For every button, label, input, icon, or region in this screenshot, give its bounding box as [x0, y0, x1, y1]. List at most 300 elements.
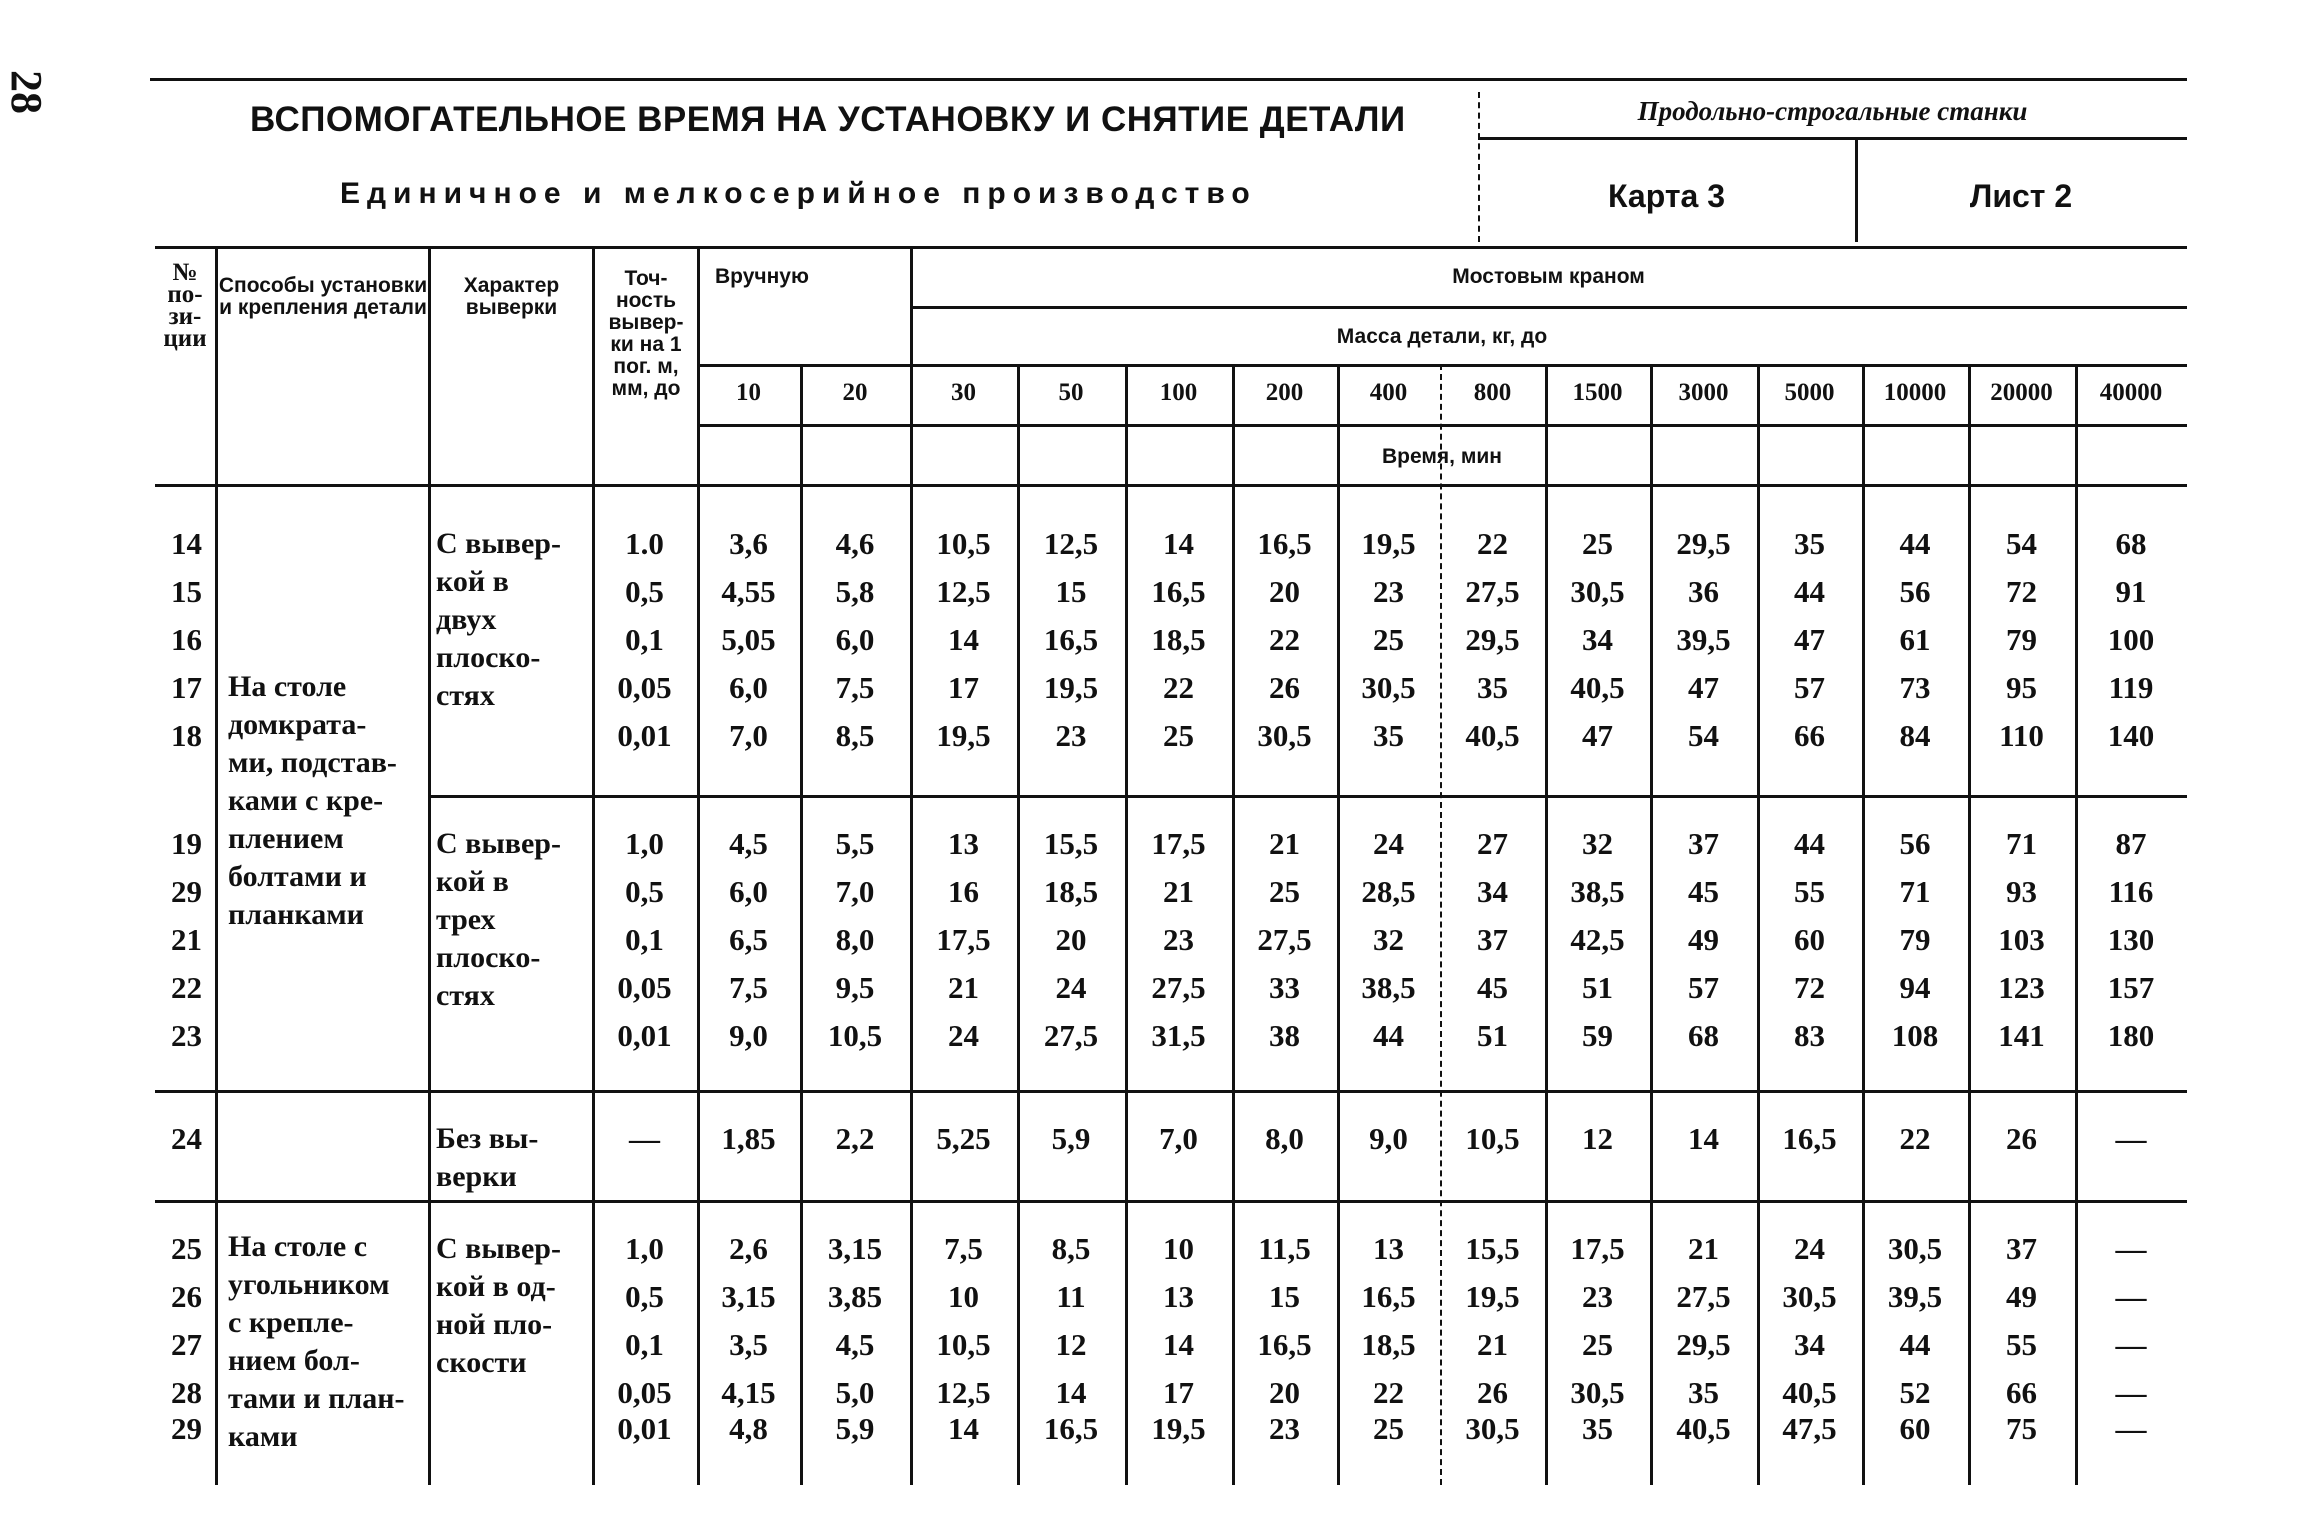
method-label: На столе с угольником с крепле- нием бол- тами и план- ками	[228, 1230, 405, 1453]
time-value: 7,0	[729, 718, 768, 753]
time-value: 30,5	[1887, 1231, 1943, 1266]
header-position: № по- зи- ции	[163, 259, 207, 352]
time-value: 4,6	[835, 526, 875, 561]
time-value: 17,5	[1151, 826, 1206, 861]
group-separator	[428, 795, 2187, 798]
accuracy-value: 0,1	[625, 922, 664, 957]
time-value: 100	[2107, 622, 2155, 657]
mass-value-10000: 10000	[1883, 379, 1947, 406]
time-value: 16,5	[1782, 1121, 1837, 1156]
alignment-type: С вывер- кой в двух плоско- стях	[436, 527, 561, 712]
time-value: 10,5	[1465, 1121, 1520, 1156]
time-value: 52	[1899, 1375, 1931, 1410]
accuracy-value: 0,01	[617, 718, 672, 753]
time-value: 30,5	[1570, 574, 1625, 609]
time-value: 93	[2006, 874, 2037, 909]
accuracy-value: 1.0	[625, 526, 664, 561]
time-value: 12	[1582, 1121, 1613, 1156]
header-alignment: Характер выверки	[463, 274, 560, 319]
time-value: 7,0	[1159, 1121, 1198, 1156]
time-value: 60	[1794, 922, 1825, 957]
time-value: 12	[1055, 1327, 1087, 1362]
time-value: 45	[1477, 970, 1508, 1005]
time-value: 21	[1269, 826, 1300, 861]
time-value: 72	[1794, 970, 1825, 1005]
time-value: 34	[1794, 1327, 1825, 1362]
time-value: 68	[1688, 1018, 1719, 1053]
time-value: 130	[2107, 922, 2155, 957]
accuracy-value: 1,0	[625, 826, 664, 861]
time-value: 27,5	[1676, 1279, 1731, 1314]
time-value: 37	[1477, 922, 1508, 957]
mass-value-100: 100	[1159, 379, 1198, 406]
time-value: 15	[1269, 1279, 1300, 1314]
time-value: 27,5	[1465, 574, 1520, 609]
time-value: 71	[1899, 874, 1931, 909]
time-value: 5,8	[835, 574, 875, 609]
time-value: 61	[1899, 622, 1931, 657]
time-value: 5,9	[1051, 1121, 1091, 1156]
page-number: 28	[2, 70, 51, 114]
time-value: 3,15	[721, 1279, 776, 1314]
table-top-rule	[155, 246, 2187, 249]
time-value: 4,55	[721, 574, 776, 609]
time-value: 8,0	[1265, 1121, 1304, 1156]
time-value: 71	[2006, 826, 2037, 861]
time-value: 66	[2006, 1375, 2037, 1410]
header-method: Способы установки и крепления детали	[218, 274, 428, 319]
time-value: 5,25	[936, 1121, 991, 1156]
time-value: 36	[1688, 574, 1719, 609]
mass-value-1500: 1500	[1572, 379, 1623, 406]
time-value: 44	[1373, 1018, 1404, 1053]
time-value: 51	[1477, 1018, 1508, 1053]
position-number: 22	[171, 970, 202, 1005]
time-value: 5,9	[835, 1411, 875, 1446]
position-number: 27	[171, 1327, 202, 1362]
time-value: 17,5	[1570, 1231, 1625, 1266]
mass-value-400: 400	[1369, 379, 1408, 406]
position-number: 26	[171, 1279, 202, 1314]
time-value: 38,5	[1570, 874, 1625, 909]
accuracy-value: 0,5	[625, 874, 664, 909]
alignment-type: С вывер- кой в од- ной пло- скости	[436, 1232, 561, 1379]
time-value: 14	[948, 622, 979, 657]
time-value: 55	[1794, 874, 1825, 909]
time-value: —	[2115, 1279, 2147, 1314]
time-value: 12,5	[936, 1375, 991, 1410]
time-value: 22	[1269, 622, 1300, 657]
mass-value-20: 20	[842, 379, 868, 406]
time-value: 30,5	[1782, 1279, 1837, 1314]
column-divider-0	[215, 246, 218, 1485]
time-value: 6,5	[729, 922, 768, 957]
time-value: 23	[1163, 922, 1194, 957]
time-value: 54	[1688, 718, 1719, 753]
time-value: 23	[1582, 1279, 1613, 1314]
time-value: 49	[2006, 1279, 2037, 1314]
time-value: 157	[2107, 970, 2155, 1005]
time-value: 29,5	[1676, 526, 1731, 561]
time-value: 25	[1373, 622, 1404, 657]
time-value: 4,5	[729, 826, 768, 861]
time-value: 91	[2115, 574, 2147, 609]
mass-value-30: 30	[951, 379, 976, 406]
time-value: 31,5	[1151, 1018, 1206, 1053]
header-top-rule	[150, 78, 2187, 81]
time-value: 44	[1899, 526, 1931, 561]
mass-value-40000: 40000	[2099, 379, 2163, 406]
time-value: 16,5	[1257, 1327, 1312, 1362]
time-value: 14	[1163, 526, 1194, 561]
accuracy-value: 0,5	[625, 574, 664, 609]
header-bottom-rule	[155, 484, 2187, 487]
time-value: 87	[2115, 826, 2147, 861]
time-value: 55	[2006, 1327, 2037, 1362]
header-crane: Мостовым краном	[1452, 265, 1645, 288]
time-value: 44	[1794, 574, 1825, 609]
position-number: 14	[171, 526, 202, 561]
time-value: 18,5	[1361, 1327, 1416, 1362]
accuracy-value: 0,05	[617, 670, 672, 705]
time-value: 16	[948, 874, 979, 909]
time-value: 12,5	[1043, 526, 1099, 561]
time-value: 7,5	[729, 970, 768, 1005]
time-value: 22	[1373, 1375, 1404, 1410]
rule-under-crane	[910, 306, 2187, 309]
time-value: 47	[1794, 622, 1825, 657]
time-value: 6,0	[835, 622, 875, 657]
time-value: 79	[2006, 622, 2037, 657]
time-value: 24	[948, 1018, 979, 1053]
time-value: 25	[1582, 526, 1613, 561]
time-value: 22	[1899, 1121, 1931, 1156]
time-value: 20	[1269, 574, 1300, 609]
time-value: 57	[1688, 970, 1719, 1005]
accuracy-value: —	[629, 1121, 660, 1156]
time-value: 110	[1999, 718, 2044, 753]
time-value: 14	[1688, 1121, 1719, 1156]
time-value: 10,5	[936, 1327, 991, 1362]
time-value: 37	[1688, 826, 1719, 861]
time-value: 40,5	[1676, 1411, 1731, 1446]
time-value: 54	[2006, 526, 2037, 561]
column-divider-1	[428, 246, 431, 1485]
time-value: 7,5	[944, 1231, 983, 1266]
time-value: 16,5	[1043, 1411, 1099, 1446]
accuracy-value: 0,01	[617, 1018, 672, 1053]
time-value: 17,5	[936, 922, 991, 957]
time-value: 8,5	[1051, 1231, 1091, 1266]
position-number: 15	[171, 574, 202, 609]
time-value: 3,85	[827, 1279, 883, 1314]
header-mass: Масса детали, кг, до	[1336, 325, 1548, 348]
time-value: 22	[1163, 670, 1194, 705]
time-value: 11	[1056, 1279, 1086, 1314]
time-value: 25	[1269, 874, 1300, 909]
time-value: 25	[1373, 1411, 1404, 1446]
time-value: 56	[1899, 574, 1931, 609]
time-value: 26	[2006, 1121, 2037, 1156]
header-mid-rule	[1478, 137, 2187, 140]
time-value: 94	[1899, 970, 1931, 1005]
time-value: 23	[1373, 574, 1404, 609]
time-value: 4,15	[721, 1375, 776, 1410]
time-value: 20	[1055, 922, 1087, 957]
time-value: 47	[1582, 718, 1613, 753]
mass-value-20000: 20000	[1990, 379, 2053, 406]
time-value: —	[2115, 1121, 2147, 1156]
time-value: 40,5	[1465, 718, 1520, 753]
time-value: 15,5	[1465, 1231, 1520, 1266]
time-value: 27,5	[1043, 1018, 1099, 1053]
time-value: 39,5	[1887, 1279, 1943, 1314]
time-value: 180	[2107, 1018, 2155, 1053]
time-value: 21	[1688, 1231, 1719, 1266]
machine-type: Продольно-строгальные станки	[1637, 96, 2028, 126]
time-value: 73	[1899, 670, 1931, 705]
time-value: 19,5	[1361, 526, 1416, 561]
time-value: 16,5	[1151, 574, 1206, 609]
position-number: 29	[171, 1411, 202, 1446]
time-value: 75	[2006, 1411, 2037, 1446]
time-value: 17	[1163, 1375, 1194, 1410]
time-value: 32	[1582, 826, 1613, 861]
accuracy-value: 0,05	[617, 970, 672, 1005]
time-value: 116	[2108, 874, 2154, 909]
time-value: 14	[948, 1411, 979, 1446]
time-value: 10,5	[936, 526, 991, 561]
time-value: 10	[948, 1279, 979, 1314]
sheet-number: Лист 2	[1969, 178, 2073, 214]
time-value: 21	[948, 970, 979, 1005]
time-value: 44	[1794, 826, 1825, 861]
time-value: 37	[2006, 1231, 2037, 1266]
time-value: 18,5	[1043, 874, 1099, 909]
time-value: 32	[1373, 922, 1404, 957]
time-value: 9,0	[1369, 1121, 1408, 1156]
time-value: 29,5	[1465, 622, 1520, 657]
time-value: 95	[2006, 670, 2037, 705]
time-value: 13	[1163, 1279, 1194, 1314]
time-value: 4,5	[835, 1327, 875, 1362]
time-value: 83	[1794, 1018, 1825, 1053]
time-value: 24	[1794, 1231, 1825, 1266]
time-value: 34	[1477, 874, 1508, 909]
time-value: 14	[1055, 1375, 1087, 1410]
position-number: 28	[171, 1375, 202, 1410]
position-number: 16	[171, 622, 202, 657]
alignment-type: Без вы- верки	[436, 1122, 539, 1193]
time-value: 3,5	[729, 1327, 768, 1362]
time-value: 30,5	[1465, 1411, 1520, 1446]
time-value: 2,2	[835, 1121, 875, 1156]
time-value: 26	[1477, 1375, 1508, 1410]
time-value: 108	[1891, 1018, 1939, 1053]
accuracy-value: 1,0	[625, 1231, 664, 1266]
time-value: 21	[1163, 874, 1194, 909]
position-number: 21	[171, 922, 202, 957]
time-value: 47	[1688, 670, 1719, 705]
time-value: 25	[1163, 718, 1194, 753]
time-value: 6,0	[729, 874, 768, 909]
time-value: 23	[1269, 1411, 1300, 1446]
rule-above-mass-values	[697, 364, 2187, 367]
time-value: 44	[1899, 1327, 1931, 1362]
time-value: 84	[1899, 718, 1931, 753]
time-value: 13	[1373, 1231, 1404, 1266]
time-value: 123	[1998, 970, 2045, 1005]
time-value: 66	[1794, 718, 1825, 753]
time-value: 24	[1055, 970, 1087, 1005]
time-value: 30,5	[1361, 670, 1416, 705]
group-separator	[155, 1200, 2187, 1203]
time-value: 47,5	[1782, 1411, 1837, 1446]
accuracy-value: 0,05	[617, 1375, 672, 1410]
time-value: 8,5	[835, 718, 875, 753]
time-value: 30,5	[1257, 718, 1312, 753]
time-value: 12,5	[936, 574, 991, 609]
time-value: 16,5	[1361, 1279, 1416, 1314]
group-separator	[155, 1090, 2187, 1093]
time-value: 35	[1373, 718, 1404, 753]
mass-value-50: 50	[1058, 379, 1084, 406]
time-value: 1,85	[721, 1121, 776, 1156]
time-value: 72	[2006, 574, 2037, 609]
page-subtitle: Единичное и мелкосерийное производство	[340, 177, 1257, 210]
time-value: 38,5	[1361, 970, 1416, 1005]
time-value: 18,5	[1151, 622, 1206, 657]
time-value: 15,5	[1043, 826, 1099, 861]
time-value: 3,6	[729, 526, 768, 561]
time-value: 119	[2108, 670, 2154, 705]
time-value: 30,5	[1570, 1375, 1625, 1410]
accuracy-value: 0,1	[625, 1327, 664, 1362]
time-value: 40,5	[1570, 670, 1625, 705]
time-value: 16,5	[1257, 526, 1312, 561]
header-time: Время, мин	[1382, 445, 1502, 468]
position-number: 19	[171, 826, 202, 861]
mass-value-200: 200	[1265, 379, 1304, 406]
time-value: 40,5	[1782, 1375, 1837, 1410]
time-value: 59	[1582, 1018, 1613, 1053]
time-value: 11,5	[1258, 1231, 1311, 1266]
page-title: ВСПОМОГАТЕЛЬНОЕ ВРЕМЯ НА УСТАНОВКУ И СНЯТИЕ ДЕТАЛИ	[250, 100, 1406, 139]
time-value: 33	[1269, 970, 1300, 1005]
time-value: 3,15	[827, 1231, 883, 1266]
time-value: 60	[1899, 1411, 1931, 1446]
time-value: 26	[1269, 670, 1300, 705]
time-value: 34	[1582, 622, 1613, 657]
mass-value-3000: 3000	[1678, 379, 1729, 406]
time-value: 140	[2107, 718, 2155, 753]
time-value: 4,8	[729, 1411, 768, 1446]
time-value: 35	[1794, 526, 1825, 561]
time-value: 8,0	[835, 922, 875, 957]
header-accuracy: Точ- ность вывер- ки на 1 пог. м, мм, до	[608, 267, 684, 400]
time-value: 19,5	[1465, 1279, 1520, 1314]
accuracy-value: 0,5	[625, 1279, 664, 1314]
accuracy-value: 0,01	[617, 1411, 672, 1446]
method-label: На столе домкрата- ми, подстав- ками с кре- плением болтами и планками	[228, 670, 397, 931]
time-value: 20	[1269, 1375, 1300, 1410]
time-value: 23	[1055, 718, 1087, 753]
time-value: 35	[1688, 1375, 1719, 1410]
time-value: —	[2115, 1327, 2147, 1362]
mass-value-800: 800	[1473, 379, 1512, 406]
position-number: 29	[171, 874, 202, 909]
time-value: 5,05	[721, 622, 776, 657]
time-value: 51	[1582, 970, 1613, 1005]
time-value: 45	[1688, 874, 1719, 909]
time-value: —	[2115, 1231, 2147, 1266]
time-value: 35	[1582, 1411, 1613, 1446]
time-value: 28,5	[1361, 874, 1416, 909]
position-number: 25	[171, 1231, 202, 1266]
time-value: 103	[1998, 922, 2045, 957]
time-value: 39,5	[1676, 622, 1731, 657]
time-value: 9,0	[729, 1018, 768, 1053]
time-value: 19,5	[1151, 1411, 1206, 1446]
header-manual: Вручную	[715, 265, 809, 288]
time-value: 57	[1794, 670, 1825, 705]
time-value: 5,0	[835, 1375, 875, 1410]
time-value: 14	[1163, 1327, 1194, 1362]
time-value: 19,5	[1043, 670, 1099, 705]
time-value: 21	[1477, 1327, 1508, 1362]
time-value: —	[2115, 1411, 2147, 1446]
mass-value-10: 10	[736, 379, 761, 406]
time-value: 42,5	[1570, 922, 1625, 957]
time-value: 27	[1477, 826, 1508, 861]
time-value: 79	[1899, 922, 1931, 957]
position-number: 23	[171, 1018, 202, 1053]
time-value: 19,5	[936, 718, 991, 753]
time-value: 25	[1582, 1327, 1613, 1362]
time-value: 38	[1269, 1018, 1300, 1053]
time-value: 7,5	[835, 670, 875, 705]
time-value: 29,5	[1676, 1327, 1731, 1362]
alignment-type: С вывер- кой в трех плоско- стях	[436, 827, 561, 1012]
mass-value-5000: 5000	[1784, 379, 1835, 406]
time-value: 141	[1998, 1018, 2045, 1053]
time-value: 16,5	[1043, 622, 1099, 657]
time-value: 56	[1899, 826, 1931, 861]
time-value: 22	[1477, 526, 1508, 561]
time-value: 5,5	[835, 826, 875, 861]
time-value: —	[2115, 1375, 2147, 1410]
time-value: 68	[2115, 526, 2147, 561]
position-number: 24	[171, 1121, 202, 1156]
time-value: 27,5	[1151, 970, 1206, 1005]
time-value: 13	[948, 826, 979, 861]
time-value: 24	[1373, 826, 1404, 861]
time-value: 49	[1688, 922, 1719, 957]
time-value: 17	[948, 670, 979, 705]
time-value: 2,6	[729, 1231, 768, 1266]
time-value: 9,5	[835, 970, 875, 1005]
accuracy-value: 0,1	[625, 622, 664, 657]
position-number: 18	[171, 718, 202, 753]
time-value: 27,5	[1257, 922, 1312, 957]
time-value: 35	[1477, 670, 1508, 705]
time-value: 7,0	[835, 874, 875, 909]
time-value: 15	[1055, 574, 1087, 609]
time-value: 10	[1163, 1231, 1194, 1266]
time-value: 6,0	[729, 670, 768, 705]
position-number: 17	[171, 670, 202, 705]
card-number: Карта 3	[1608, 178, 1725, 214]
